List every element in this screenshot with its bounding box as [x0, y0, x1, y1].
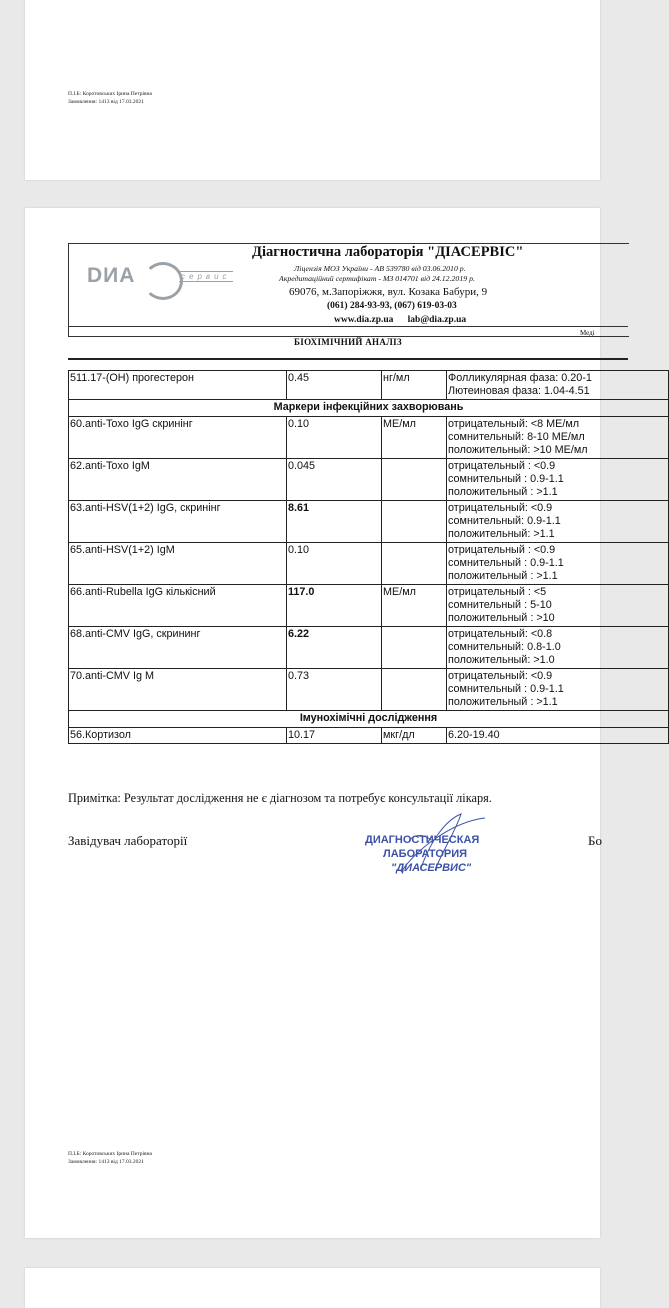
order-info-bottom [68, 1150, 152, 1166]
result-row [69, 669, 669, 711]
test-value: 117.0 [287, 585, 382, 627]
reference-range [447, 669, 669, 711]
reference-line: сомнительный: 0.8-1.0 [448, 641, 561, 653]
reference-range [447, 585, 669, 627]
reference-line: положительный: >10 МЕ/мл [448, 444, 588, 456]
result-row [69, 417, 669, 459]
test-name: 63.anti-HSV(1+2) IgG, скринінг [69, 501, 287, 543]
test-unit [382, 501, 447, 543]
page-next [25, 1268, 600, 1308]
logo-arc [143, 262, 183, 300]
reference-line: положительный: >1.1 [448, 528, 555, 540]
test-unit: МЕ/мл [382, 585, 447, 627]
reference-line: сомнительный: 8-10 МЕ/мл [448, 431, 585, 443]
reference-range [447, 728, 669, 744]
test-name: 62.anti-Toxo IgM [69, 459, 287, 501]
test-value: 6.22 [287, 627, 382, 669]
test-value: 0.73 [287, 669, 382, 711]
test-unit [382, 669, 447, 711]
test-value: 0.45 [287, 371, 382, 400]
test-name: 56.Кортизол [69, 728, 287, 744]
result-row [69, 501, 669, 543]
reference-line: отрицательный: <0.8 [448, 628, 553, 640]
lab-header [68, 243, 629, 337]
reference-line: отрицательный : <5 [448, 586, 547, 598]
reference-range [447, 627, 669, 669]
lab-logo [87, 262, 237, 296]
phones-line: (061) 284-93-93, (067) 619-03-03 [327, 301, 457, 311]
reference-line: отрицательный: <0.9 [448, 502, 553, 514]
reference-line: сомнительный : 0.9-1.1 [448, 473, 564, 485]
section-title: Імунохімічні дослідження [69, 711, 669, 728]
section-row [69, 400, 669, 417]
stamp-line-2: ЛАБОРАТОРИЯ [383, 848, 468, 860]
section-row [69, 711, 669, 728]
lab-stamp [361, 810, 491, 894]
email-link[interactable]: lab@dia.zp.ua [407, 315, 467, 325]
result-row [69, 459, 669, 501]
reference-range [447, 501, 669, 543]
reference-line: положительный : >10 [448, 612, 555, 624]
test-name: 66.anti-Rubella IgG кількісний [69, 585, 287, 627]
reference-line: отрицательный : <0.9 [448, 544, 556, 556]
header-divider [68, 326, 628, 327]
title-divider [68, 358, 628, 360]
address-line: 69076, м.Запоріжжя, вул. Козака Бабури, 9 [289, 286, 488, 298]
reference-line: сомнительный : 5-10 [448, 599, 552, 611]
test-name: 70.anti-CMV Ig M [69, 669, 287, 711]
test-name: 511.17-(ОН) прогестерон [69, 371, 287, 400]
page-report [25, 208, 600, 1238]
reference-line: положительный : >1.1 [448, 696, 558, 708]
reference-line: Лютеиновая фаза: 1.04-4.51 [448, 385, 590, 397]
logo-text: DИA [87, 264, 136, 287]
result-row [69, 543, 669, 585]
order-info [68, 90, 152, 106]
order-number: Замовлення: 1413 від 17.03.2021 [68, 99, 144, 105]
test-unit [382, 459, 447, 501]
result-row [69, 371, 669, 400]
results-table [68, 370, 669, 744]
reference-range [447, 459, 669, 501]
logo-subtext: сервис [181, 272, 231, 281]
result-row [69, 728, 669, 744]
website-link[interactable]: www.dia.zp.ua [334, 315, 394, 325]
result-row [69, 627, 669, 669]
test-unit: мкг/дл [382, 728, 447, 744]
test-value: 8.61 [287, 501, 382, 543]
reference-line: отрицательный: <8 МЕ/мл [448, 418, 580, 430]
patient-name-bottom: П.І.Б: Коротовських Ірина Петрівна [68, 1151, 152, 1157]
stamp-line-3: "ДИАСЕРВИС" [391, 862, 472, 874]
reference-line: положительный : >1.1 [448, 570, 558, 582]
certificate-line: Акредитаційний сертифікат - МЗ 014701 від 24.12.2019 р. [279, 274, 475, 283]
head-of-lab-label: Завідувач лабораторії [68, 833, 188, 848]
page-previous [25, 0, 600, 180]
test-value: 0.10 [287, 543, 382, 585]
test-name: 68.anti-CMV IgG, скрининг [69, 627, 287, 669]
contacts-line [334, 315, 466, 325]
reference-range [447, 417, 669, 459]
reference-range [447, 371, 669, 400]
head-name-cut: Бо [588, 833, 602, 848]
test-name: 65.anti-HSV(1+2) IgM [69, 543, 287, 585]
patient-name: П.І.Б: Коротовських Ірина Петрівна [68, 91, 152, 97]
test-unit: МЕ/мл [382, 417, 447, 459]
reference-line: сомнительный: 0.9-1.1 [448, 515, 561, 527]
reference-line: отрицательный: <0.9 [448, 670, 553, 682]
reference-line: отрицательный : <0.9 [448, 460, 556, 472]
test-value: 10.17 [287, 728, 382, 744]
test-unit [382, 627, 447, 669]
order-number-bottom: Замовлення: 1413 від 17.03.2021 [68, 1159, 144, 1165]
test-value: 0.045 [287, 459, 382, 501]
test-name: 60.anti-Toxo IgG скринінг [69, 417, 287, 459]
analysis-title: БІОХІМІЧНИЙ АНАЛІЗ [294, 337, 402, 347]
reference-line: 6.20-19.40 [448, 729, 500, 741]
reference-line: положительный: >1.0 [448, 654, 555, 666]
reference-range [447, 543, 669, 585]
stamp-line-1: ДИАГНОСТИЧЕСКАЯ [365, 834, 480, 846]
reference-line: сомнительный : 0.9-1.1 [448, 557, 564, 569]
reference-line: положительный : >1.1 [448, 486, 558, 498]
lab-title: Діагностична лабораторія "ДІАСЕРВІС" [252, 244, 524, 260]
test-value: 0.10 [287, 417, 382, 459]
disclaimer-note: Примітка: Результат дослідження не є діагнозом та потребує консультації лікаря. [68, 791, 492, 805]
test-unit: нг/мл [382, 371, 447, 400]
license-line: Ліцензія МОЗ України - АВ 539780 від 03.06.2010 р. [294, 264, 466, 273]
med-label: Меді [580, 329, 595, 337]
test-unit [382, 543, 447, 585]
reference-line: Фолликулярная фаза: 0.20-1 [448, 372, 592, 384]
result-row [69, 585, 669, 627]
section-title: Маркери інфекційних захворювань [69, 400, 669, 417]
reference-line: сомнительный : 0.9-1.1 [448, 683, 564, 695]
